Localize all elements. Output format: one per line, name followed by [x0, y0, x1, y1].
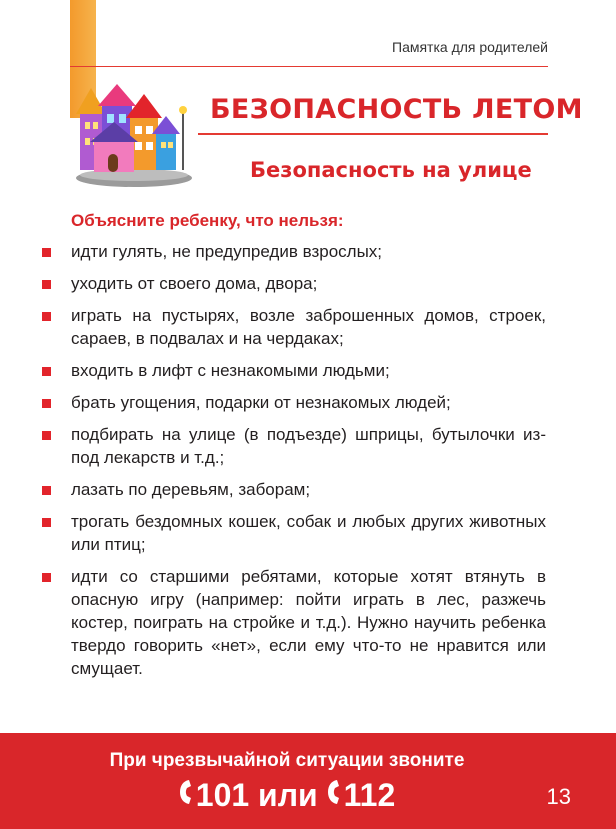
- list-item: [40, 304, 546, 350]
- list-item: [40, 423, 546, 469]
- houses-illustration-icon: [74, 82, 196, 188]
- rules-list: [40, 240, 546, 689]
- phone-number-1: 101: [195, 777, 250, 813]
- phone-numbers: [0, 777, 574, 814]
- list-item: [40, 510, 546, 556]
- phone-connector: или: [258, 777, 318, 813]
- list-item-text: входить в лифт с незнакомыми людьми;: [71, 361, 390, 380]
- list-item-text: трогать бездомных кошек, собак и любых других животных или птиц;: [71, 512, 546, 554]
- bullet-icon: [42, 431, 51, 440]
- phone-icon: [179, 776, 193, 813]
- list-item: [40, 391, 546, 414]
- header-divider: [70, 66, 548, 67]
- phone-icon: [327, 776, 341, 813]
- emergency-text: При чрезвычайной ситуации звоните: [109, 750, 465, 771]
- bullet-icon: [42, 367, 51, 376]
- list-item-text: брать угощения, подарки от незнакомых людей;: [71, 393, 451, 412]
- list-item: [40, 240, 546, 263]
- bullet-icon: [42, 486, 51, 495]
- list-item-text: играть на пустырях, возле заброшенных домов, строек, сараев, в подвалах и на чердаках;: [71, 306, 546, 348]
- bullet-icon: [42, 248, 51, 257]
- list-item: [40, 359, 546, 382]
- list-item-text: идти со старшими ребятами, которые хотят втянуть в опасную игру (например: пойти играть в лес, разжечь костер, поиграть на стройке и т.д.). Нужно научить ребенка твердо говорить «нет», если ему что-то не нравится или смущает.: [71, 567, 546, 678]
- emergency-footer: [0, 733, 616, 829]
- bullet-icon: [42, 312, 51, 321]
- main-title: БЕЗОПАСНОСТЬ ЛЕТОМ: [210, 94, 583, 125]
- intro-heading: Объясните ребенку, что нельзя:: [71, 211, 344, 230]
- phone-number-2: 112: [343, 777, 396, 813]
- header-label: Памятка для родителей: [392, 39, 548, 55]
- list-item-text: уходить от своего дома, двора;: [71, 274, 318, 293]
- title-divider: [198, 133, 548, 135]
- list-item-text: подбирать на улице (в подъезде) шприцы, бутылочки из-под лекарств и т.д.;: [71, 425, 546, 467]
- bullet-icon: [42, 518, 51, 527]
- sub-title: Безопасность на улице: [250, 158, 532, 182]
- bullet-icon: [42, 399, 51, 408]
- bullet-icon: [42, 280, 51, 289]
- list-item: [40, 272, 546, 295]
- page-number: 13: [546, 784, 571, 809]
- list-item: [40, 478, 546, 501]
- list-item-text: идти гулять, не предупредив взрослых;: [71, 242, 383, 261]
- bullet-icon: [42, 573, 51, 582]
- list-item-text: лазать по деревьям, заборам;: [71, 480, 311, 499]
- list-item: [40, 565, 546, 680]
